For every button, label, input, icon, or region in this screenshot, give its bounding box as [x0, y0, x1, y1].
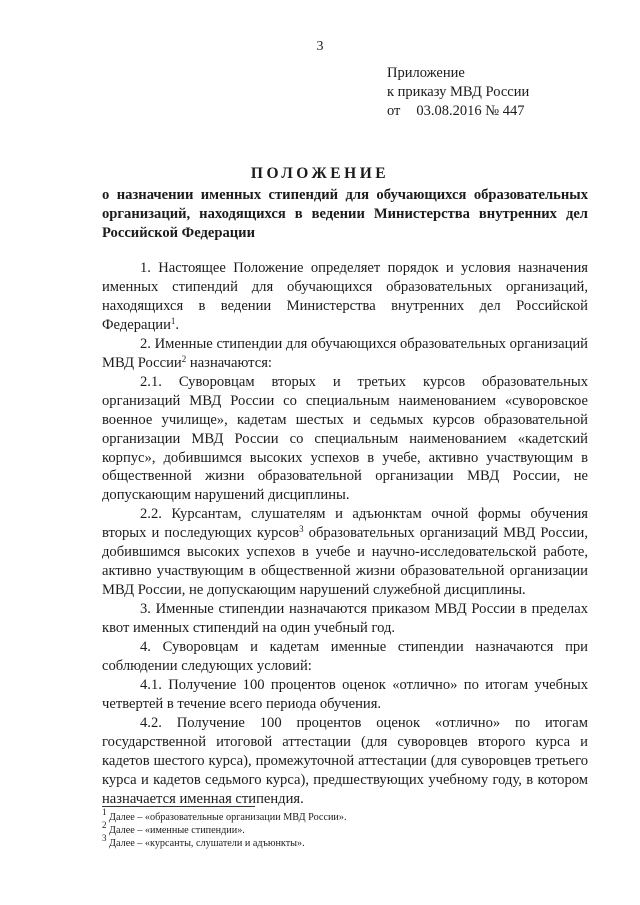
order-date: 03.08.2016	[416, 103, 482, 119]
page-number: 3	[316, 39, 324, 54]
paragraph-2: 2. Именные стипендии для обучающихся образовательных организаций МВД России$^2$ назначаются:	[102, 335, 588, 371]
paragraph-3: 3. Именные стипендии назначаются приказом МВД России в пределах квот именных стипендий на один учебный год.	[102, 601, 588, 637]
document-body	[102, 259, 588, 809]
footnote-ref-3: 3	[299, 524, 304, 535]
paragraph-1: 1. Настоящее Положение определяет порядок и условия назначения именных стипендий для обучающихся образовательных организаций, находящихся в ведении Министерства внутренних дел Российской Федерации$^1$.	[102, 260, 588, 333]
footnote-2: $^2$ Далее – «именные стипендии».	[102, 819, 245, 836]
paragraph-4-1: 4.1. Получение 100 процентов оценок «отлично» по итогам учебных четвертей в течение всего периода обучения.	[102, 676, 588, 712]
paragraph-4: 4. Суворовцам и кадетам именные стипендии назначаются при соблюдении следующих условий:	[102, 639, 588, 675]
document-title: ПОЛОЖЕНИЕ	[250, 165, 390, 182]
order-reference: к приказу МВД России	[387, 84, 530, 100]
paragraph-4-2: 4.2. Получение 100 процентов оценок «отлично» по итогам государственной итоговой аттестации (для суворовцев второго курса и кадетов шестого курса), промежуточной аттестации (для суворовцев третьего курса и кадетов седьмого курса), предшествующих учебному году, в котором назначается именная стипендия.	[102, 714, 588, 807]
document-subtitle: о назначении именных стипендий для обучающихся образовательных организаций, находящихся в ведении Министерства внутренних дел Российской Федерации	[102, 187, 588, 241]
paragraph-2-2: 2.2. Курсантам, слушателям и адъюнктам очной формы обучения вторых и последующих курсов$^3$ образовательных организаций МВД России, добившимся высоких успехов в учебе и научно-исследовательской работе, активно участвующим в общественной жизни образовательной организации МВД России, не допускающим нарушений служебной дисциплины.	[102, 506, 588, 599]
appendix-label: Приложение	[387, 65, 465, 81]
date-prefix: от	[387, 103, 401, 119]
footnote-ref-2: 2	[181, 353, 187, 364]
appendix-header	[387, 64, 529, 121]
footnote-separator	[102, 806, 255, 807]
paragraph-2-1: 2.1. Суворовцам вторых и третьих курсов образовательных организаций МВД России со специальным наименованием «суворовское военное училище», кадетам шестых и седьмых курсов образовательной организации МВД России со специальным наименованием «кадетский корпус», добившимся высоких успехов в учебе, активно участвующим в общественной жизни образовательной организации МВД России, не допускающим нарушений дисциплины.	[102, 373, 588, 504]
number-sign: №	[485, 103, 500, 119]
order-number: 447	[502, 103, 525, 119]
order-date-line	[387, 102, 529, 121]
footnote-3: $^3$ Далее – «курсанты, слушатели и адъюнкты».	[102, 832, 305, 849]
footnote-1: $^1$ Далее – «образовательные организации МВД России».	[102, 807, 347, 823]
footnote-ref-1: 1	[170, 315, 176, 326]
footnotes	[102, 807, 588, 850]
